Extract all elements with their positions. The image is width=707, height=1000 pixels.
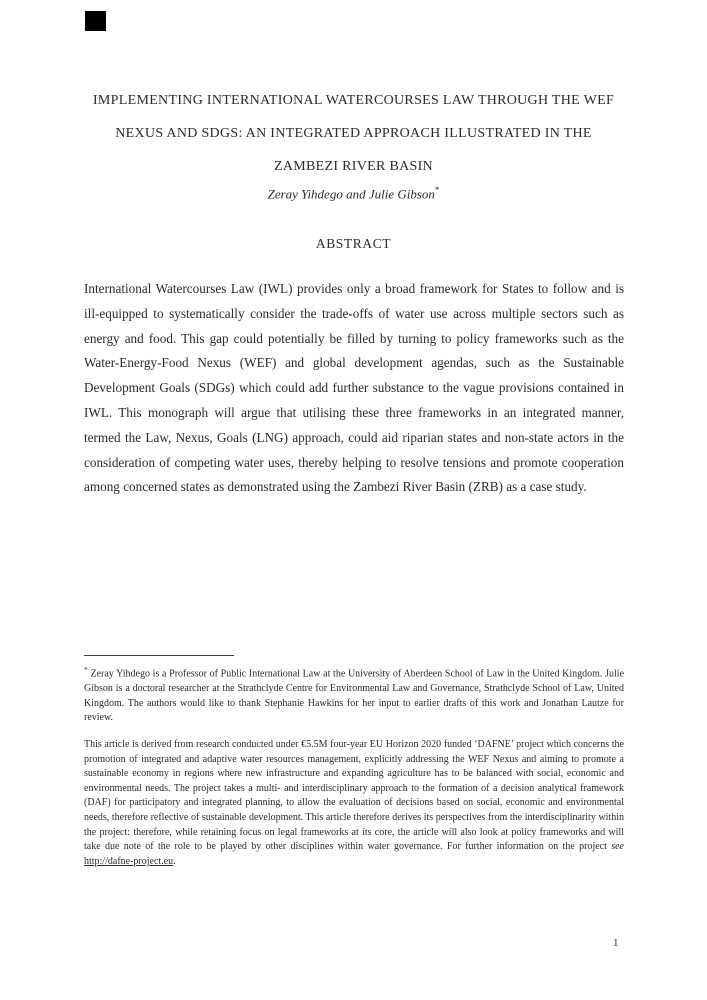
- footnote-funding-text: This article is derived from research conducted under €5.5M four-year EU Horizon 2020 funded ‘DAFNE’ project which concerns the promotion of integrated and adaptive water resources management, explicitly addressing the WEF Nexus and aiming to promote a sustainable economy in regions where new infrastructure and expanding agriculture has to be balanced with social, economic and environmental needs. The project takes a multi- and interdisciplinary approach to the formation of a decision analytical framework (DAF) for participatory and integrated planning, to allow the evaluation of decisions based on social, economic and environmental needs, therefore reflective of sustainable development. This article therefore derives its perspectives from the interdisciplinarity within the project: therefore, while retaining focus on legal frameworks at its core, the article will also look at policy frameworks and will take due note of the role to be played by other disciplines within water governance. For further information on the project: [84, 739, 624, 853]
- see-word: see: [611, 841, 624, 853]
- dafne-project-link[interactable]: http://dafne-project.eu: [84, 855, 174, 867]
- paper-title-line-3: ZAMBEZI RIVER BASIN: [274, 159, 433, 174]
- page-number: 1: [613, 937, 619, 949]
- paper-title-line-2: NEXUS AND SDGS: AN INTEGRATED APPROACH ILLUSTRATED IN THE: [115, 126, 592, 141]
- footnote-marker: *: [84, 665, 88, 674]
- black-corner-mark: [85, 11, 106, 31]
- author-footnote-mark: *: [434, 185, 440, 195]
- paper-title: [0, 84, 707, 183]
- footnote-author-note: [84, 663, 624, 726]
- author-names: Zeray Yihdego and Julie Gibson: [267, 186, 435, 202]
- footnote-funding-note: [84, 738, 624, 869]
- footnote-period: .: [173, 855, 176, 867]
- abstract-text: International Watercourses Law (IWL) provides only a broad framework for States to follow and is ill-equipped to systematically consider the trade-offs of water use across multiple sectors such as energy and food. This gap could potentially be filled by turning to policy frameworks such as the Water-Energy-Food Nexus (WEF) and global development agendas, such as the Sustainable Development Goals (SDGs) which could add further substance to the vague provisions contained in IWL. This monograph will argue that utilising these three frameworks in an integrated manner, termed the Law, Nexus, Goals (LNG) approach, could aid riparian states and non-state actors in the consideration of competing water uses, thereby helping to resolve tensions and promote cooperation among concerned states as demonstrated using the Zambezi River Basin (ZRB) as a case study.: [84, 281, 624, 495]
- footnote-separator: [84, 655, 234, 656]
- footnote-author-note-text: Zeray Yihdego is a Professor of Public International Law at the University of Aberdeen School of Law in the United Kingdom. Julie Gibson is a doctoral researcher at the Strathclyde Centre for Environmental Law and Governance, Strathclyde School of Law, United Kingdom. The authors would like to thank Stephanie Hawkins for her input to earlier drafts of this work and Jonathan Lautze for review.: [84, 668, 625, 724]
- abstract-heading: ABSTRACT: [315, 236, 392, 251]
- paper-title-line-1: IMPLEMENTING INTERNATIONAL WATERCOURSES LAW THROUGH THE WEF: [92, 93, 615, 108]
- authors-line: [0, 185, 707, 202]
